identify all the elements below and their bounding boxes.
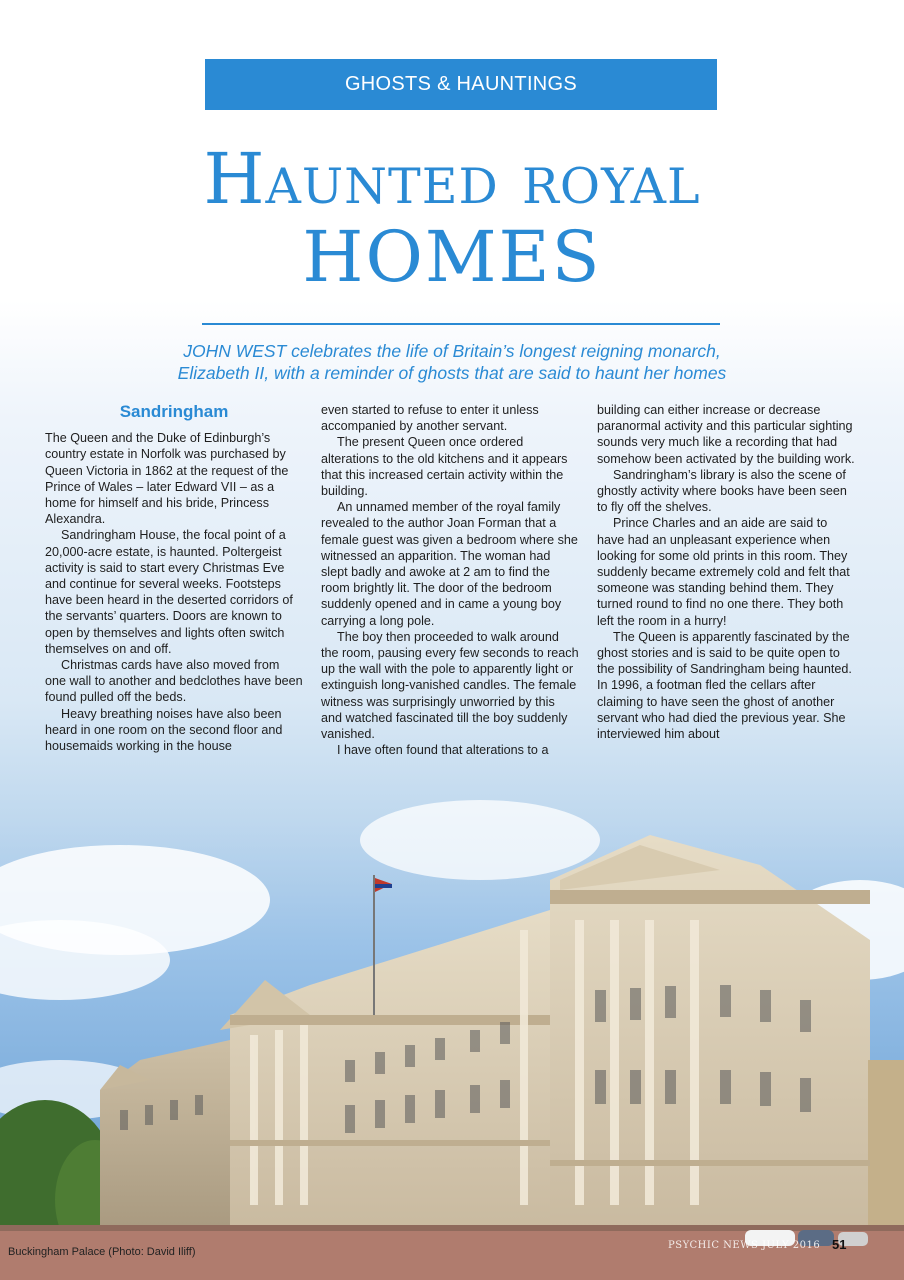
paragraph: Sandringham House, the focal point of a 20,000-acre estate, is haunted. Poltergeist activity is said to start every Christmas Eve and continue for several weeks. Footsteps have been heard in the deserted corridors of the servants’ quarters. Doors are known to open by themselves and lights often switch themselves on and off. bbox=[45, 528, 293, 656]
article-column-2 bbox=[321, 402, 579, 758]
section-banner bbox=[205, 59, 717, 110]
photo-caption: Buckingham Palace (Photo: David Iliff) bbox=[8, 1246, 196, 1258]
paragraph: even started to refuse to enter it unless accompanied by another servant. bbox=[321, 403, 539, 434]
footer-magazine: PSYCHIC NEWS JULY 2016 bbox=[668, 1240, 821, 1251]
buckingham-palace-photo bbox=[0, 760, 904, 1280]
paragraph: Heavy breathing noises have also been heard in one room on the second floor and housemaids working in the house bbox=[45, 706, 283, 754]
standfirst-line-2: Elizabeth II, with a reminder of ghosts that are said to haunt her homes bbox=[177, 363, 727, 383]
paragraph: The Queen and the Duke of Edinburgh’s country estate in Norfolk was purchased by Queen Victoria in 1862 at the request of the Prince of Wales – later Edward VII – as a home for himself and his bride, Princess Alexandra. bbox=[45, 431, 289, 527]
paragraph: Prince Charles and an aide are said to have had an unpleasant experience when looking for some old prints in this room. They suddenly became extremely cold and felt that someone was standing behind them. They turned round to find no one there. They both left the room in a hurry! bbox=[597, 516, 850, 628]
article-column-1 bbox=[45, 402, 303, 754]
paragraph: An unnamed member of the royal family revealed to the author Joan Forman that a female guest was given a bedroom where she witnessed an apparition. The woman had slept badly and awoke at 2 am to find the room brightly lit. The door of the bedroom suddenly opened and in came a young boy carrying a long pole. bbox=[321, 500, 578, 628]
title-line-1: Haunted royal bbox=[203, 138, 701, 220]
page-number: 51 bbox=[832, 1237, 847, 1252]
paragraph: The Queen is apparently fascinated by the ghost stories and is said to be quite open to the possibility of Sandringham being haunted. In 1996, a footman fled the cellars after claiming to have seen the ghost of another servant who had died the previous year. She interviewed him about bbox=[597, 629, 852, 742]
section-label: GHOSTS & HAUNTINGS bbox=[344, 73, 578, 95]
paragraph: building can either increase or decrease paranormal activity and this particular sighting sounds very much like a recording that had somehow been activated by the building work. bbox=[597, 403, 855, 466]
standfirst-line-1: JOHN WEST celebrates the life of Britain’s longest reigning monarch, bbox=[183, 341, 721, 361]
paragraph: The present Queen once ordered alterations to the old kitchens and it appears that this increased certain activity within the building. bbox=[321, 435, 568, 499]
article-column-3 bbox=[597, 402, 855, 742]
paragraph: The boy then proceeded to walk around the room, pausing every few seconds to reach up the wall with the pole to apparently light or extinguish long-vanished candles. The female witness was surprisingly unworried by this and watched fascinated till the boy suddenly vanished. bbox=[321, 629, 579, 742]
subheading: Sandringham bbox=[119, 402, 229, 421]
paragraph: I have often found that alterations to a bbox=[337, 743, 549, 758]
page-title bbox=[0, 140, 904, 296]
paragraph: Christmas cards have also moved from one wall to another and bedclothes have been found pulled off the beds. bbox=[45, 658, 303, 705]
paragraph: Sandringham’s library is also the scene of ghostly activity where books have been seen to fly off the shelves. bbox=[597, 467, 847, 515]
standfirst bbox=[120, 340, 784, 384]
title-line-2: HOMES bbox=[302, 216, 602, 298]
title-divider bbox=[202, 323, 720, 325]
